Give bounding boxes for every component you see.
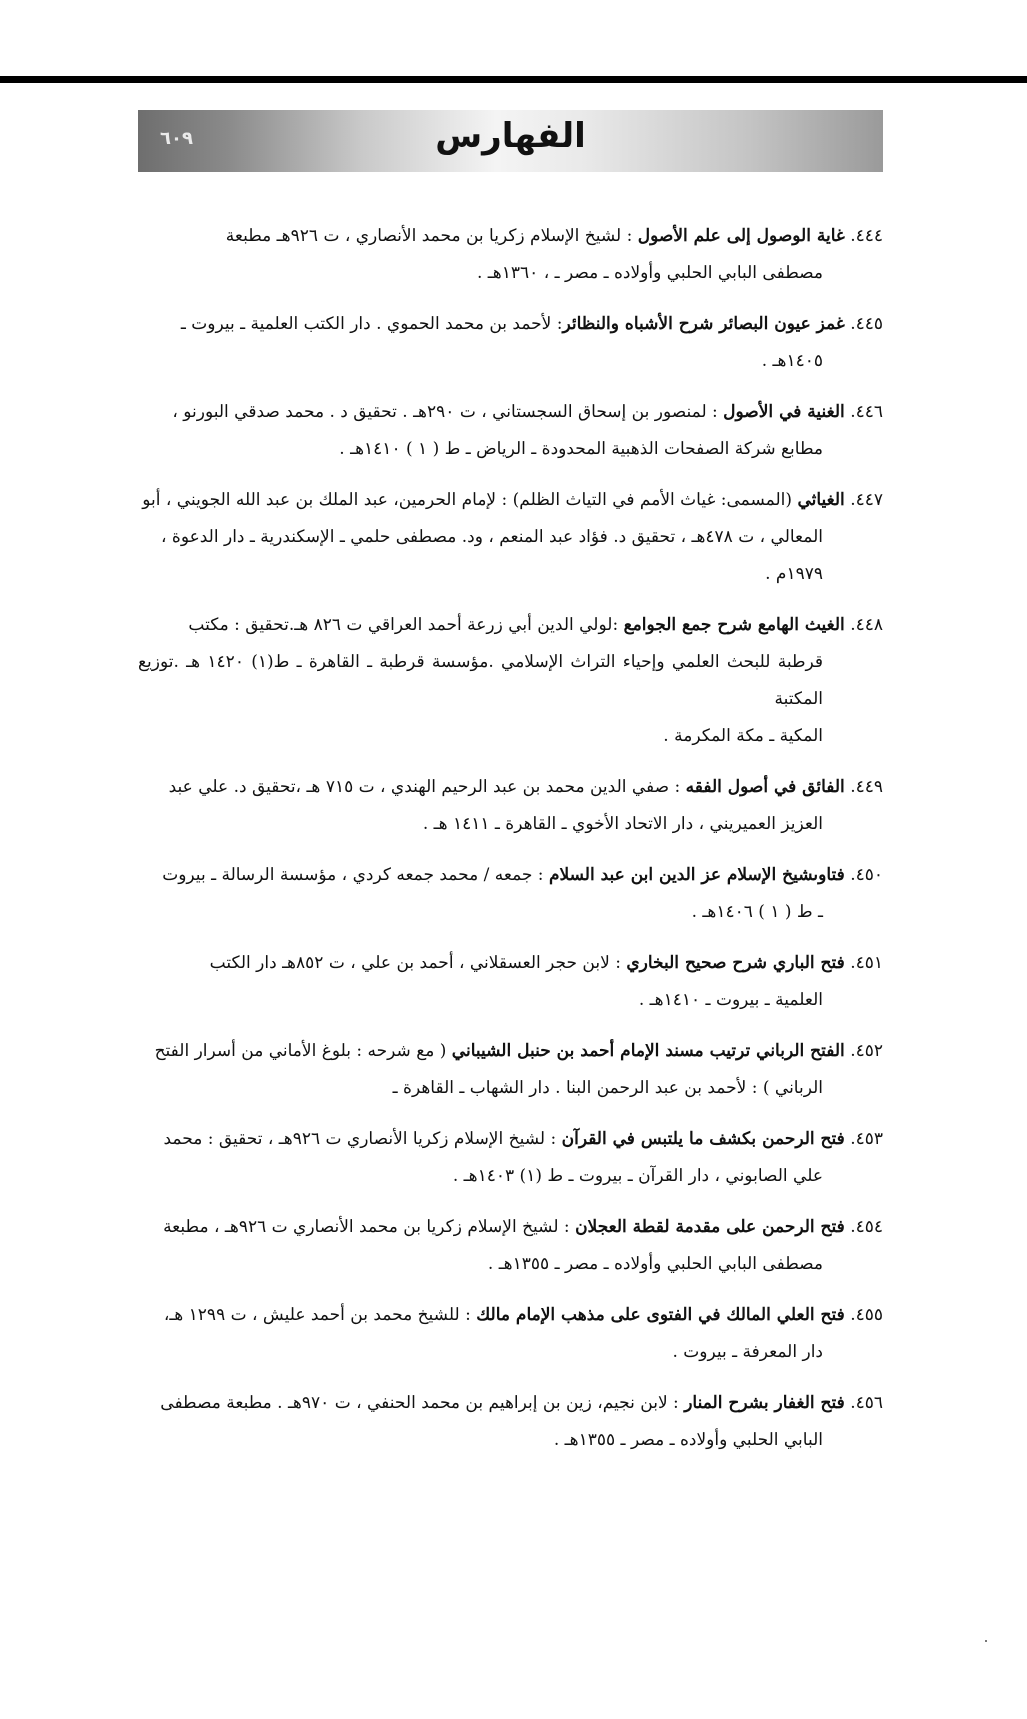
entry-title: الغياثي xyxy=(797,490,845,510)
list-item xyxy=(138,1209,883,1283)
entry-continuation: مصطفى البابي الحلبي وأولاده ـ مصر ـ ١٣٥٥هـ . xyxy=(487,1254,823,1274)
list-item xyxy=(138,857,883,931)
entry-details: : لابن نجيم، زين بن إبراهيم بن محمد الحنفي ، ت ٩٧٠هـ . مطبعة مصطفى xyxy=(160,1393,685,1413)
entry-continuation: ١٤٠٥هـ . xyxy=(761,351,823,371)
entry-title: فتاوىشيخ الإسلام عز الدين ابن عبد السلام xyxy=(548,865,845,885)
entry-number: ٤٤٥. xyxy=(850,314,883,334)
entry-details: : لشيخ الإسلام زكريا الأنصاري ت ٩٢٦هـ ، تحقيق : محمد xyxy=(163,1129,562,1149)
entry-continuation: دار المعرفة ـ بيروت . xyxy=(672,1342,823,1362)
list-item xyxy=(138,394,883,468)
entry-title: فتح الرحمن على مقدمة لقطة العجلان xyxy=(575,1217,845,1237)
list-item xyxy=(138,1297,883,1371)
entry-number: ٤٥٦. xyxy=(850,1393,883,1413)
entry-continuation: علي الصابوني ، دار القرآن ـ بيروت ـ ط (١) ١٤٠٣هـ . xyxy=(452,1166,823,1186)
entry-title: الغيث الهامع شرح جمع الجوامع xyxy=(623,615,845,635)
list-item xyxy=(138,769,883,843)
entry-details: : جمعه / محمد جمعه كردي ، مؤسسة الرسالة ـ بيروت xyxy=(162,865,549,885)
scan-speck xyxy=(985,1640,987,1642)
list-item xyxy=(138,218,883,292)
entry-number: ٤٥١. xyxy=(850,953,883,973)
top-rule xyxy=(0,76,1027,83)
entry-continuation: العزيز العميريني ، دار الاتحاد الأخوي ـ القاهرة ـ ١٤١١ هـ . xyxy=(422,814,823,834)
page-title: الفهارس xyxy=(435,116,586,156)
entry-details: : لابن حجر العسقلاني ، أحمد بن علي ، ت ٨٥٢هـ دار الكتب xyxy=(209,953,627,973)
entry-number: ٤٥٣. xyxy=(850,1129,883,1149)
entry-details: : للشيخ محمد بن أحمد عليش ، ت ١٢٩٩ هـ، xyxy=(163,1305,477,1325)
entry-number: ٤٤٩. xyxy=(850,777,883,797)
entry-title: فتح الرحمن بكشف ما يلتبس في القرآن xyxy=(561,1129,845,1149)
list-item xyxy=(138,1121,883,1195)
entry-number: ٤٤٨. xyxy=(850,615,883,635)
entry-number: ٤٥٢. xyxy=(850,1041,883,1061)
entry-number: ٤٥٤. xyxy=(850,1217,883,1237)
entry-title: فتح الباري شرح صحيح البخاري xyxy=(626,953,845,973)
entry-details: (المسمى: غياث الأمم في التياث الظلم) : لإمام الحرمين، عبد الملك بن عبد الله الجويني ، أبو xyxy=(142,490,798,510)
entry-details: ( مع شرحه : بلوغ الأماني من أسرار الفتح xyxy=(154,1041,452,1061)
entry-title: غاية الوصول إلى علم الأصول xyxy=(637,226,845,246)
header-band xyxy=(138,110,883,172)
entry-continuation: مطابع شركة الصفحات الذهبية المحدودة ـ الرياض ـ ط ( ١ ) ١٤١٠هـ . xyxy=(339,439,823,459)
entry-title: الفتح الرباني ترتيب مسند الإمام أحمد بن حنبل الشيباني xyxy=(451,1041,845,1061)
entry-continuation: ـ ط ( ١ ) ١٤٠٦هـ . xyxy=(691,902,823,922)
entry-title: فتح العلي المالك في الفتوى على مذهب الإمام مالك xyxy=(476,1305,845,1325)
list-item xyxy=(138,306,883,380)
entry-continuation: مصطفى البابي الحلبي وأولاده ـ مصر ـ ، ١٣٦٠هـ . xyxy=(477,263,823,283)
entry-title: فتح الغفار بشرح المنار xyxy=(684,1393,845,1413)
entry-title: الفائق في أصول الفقه xyxy=(685,777,845,797)
entry-title: الغنية في الأصول xyxy=(723,402,845,422)
entry-number: ٤٥٠. xyxy=(850,865,883,885)
entry-continuation: المكية ـ مكة المكرمة . xyxy=(663,726,823,746)
entry-continuation: العلمية ـ بيروت ـ ١٤١٠هـ . xyxy=(638,990,823,1010)
entry-number: ٤٤٧. xyxy=(850,490,883,510)
entry-continuation: ١٩٧٩م . xyxy=(765,564,823,584)
entry-number: ٤٤٤. xyxy=(850,226,883,246)
list-item xyxy=(138,945,883,1019)
page-number: ٦٠٩ xyxy=(160,128,193,149)
entry-number: ٤٥٥. xyxy=(850,1305,883,1325)
entry-details: : لمنصور بن إسحاق السجستاني ، ت ٢٩٠هـ . تحقيق د . محمد صدقي البورنو ، xyxy=(172,402,724,422)
entry-continuation: الرباني ) : لأحمد بن عبد الرحمن البنا . دار الشهاب ـ القاهرة ـ xyxy=(392,1078,823,1098)
entry-details: : صفي الدين محمد بن عبد الرحيم الهندي ، ت ٧١٥ هـ ،تحقيق د. علي عبد xyxy=(168,777,686,797)
bibliography-list xyxy=(138,218,883,1473)
entry-continuation: البابي الحلبي وأولاده ـ مصر ـ ١٣٥٥هـ . xyxy=(553,1430,823,1450)
list-item xyxy=(138,1033,883,1107)
entry-title: غمز عيون البصائر شرح الأشباه والنظائر xyxy=(562,314,845,334)
entry-continuation: المعالي ، ت ٤٧٨هـ ، تحقيق د. فؤاد عبد المنعم ، ود. مصطفى حلمي ـ الإسكندرية ـ دار الدعوة ، xyxy=(161,527,823,547)
entry-number: ٤٤٦. xyxy=(850,402,883,422)
entry-details: : لأحمد بن محمد الحموي . دار الكتب العلمية ـ بيروت ـ xyxy=(180,314,563,334)
entry-continuation: قرطبة للبحث العلمي وإحياء التراث الإسلامي .مؤسسة قرطبة ـ القاهرة ـ ط(١) ١٤٢٠ هـ .توزيع المكتبة xyxy=(138,652,823,709)
list-item xyxy=(138,482,883,593)
list-item xyxy=(138,607,883,755)
list-item xyxy=(138,1385,883,1459)
entry-details: : لشيخ الإسلام زكريا بن محمد الأنصاري ، ت ٩٢٦هـ مطبعة xyxy=(225,226,638,246)
entry-details: : لشيخ الإسلام زكريا بن محمد الأنصاري ت ٩٢٦هـ ، مطبعة xyxy=(163,1217,576,1237)
entry-details: :لولي الدين أبي زرعة أحمد العراقي ت ٨٢٦ هـ.تحقيق : مكتب xyxy=(188,615,624,635)
